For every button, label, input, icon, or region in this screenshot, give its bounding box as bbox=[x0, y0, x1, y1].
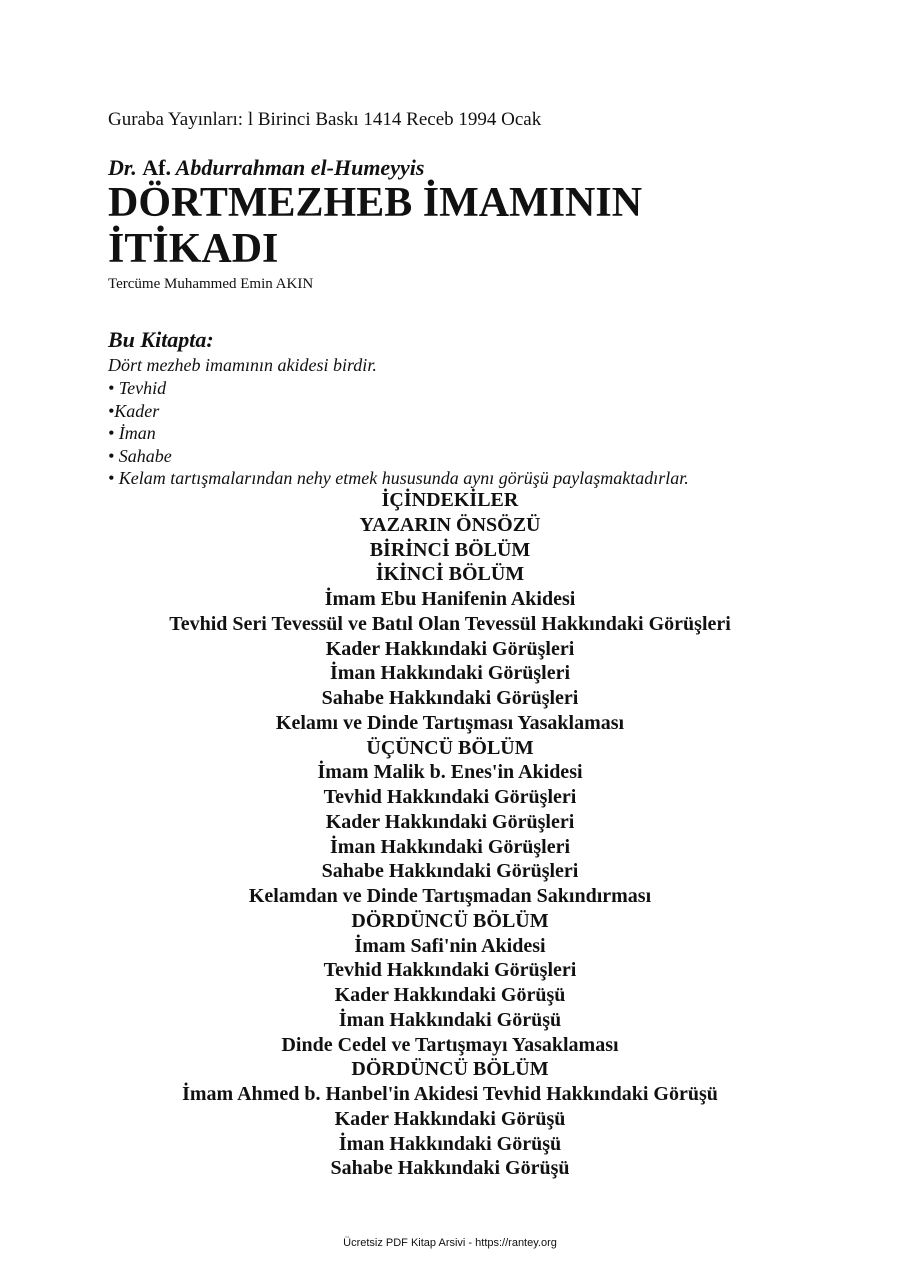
toc-item: YAZARIN ÖNSÖZÜ bbox=[359, 513, 541, 536]
intro-heading: Bu Kitapta: bbox=[108, 327, 214, 352]
toc-item: İmam Malik b. Enes'in Akidesi bbox=[317, 761, 583, 784]
toc-heading: İÇİNDEKİLER bbox=[381, 489, 519, 511]
toc-item: Kader Hakkındaki Görüşleri bbox=[325, 810, 575, 833]
toc-item: İKİNCİ BÖLÜM bbox=[375, 563, 525, 586]
toc-item: Kader Hakkındaki Görüşü bbox=[334, 984, 566, 1006]
book-title-line-2: İTİKADI bbox=[108, 226, 279, 272]
toc-item: Sahabe Hakkındaki Görüşleri bbox=[321, 860, 579, 883]
toc-item: İman Hakkındaki Görüşleri bbox=[329, 662, 571, 685]
toc-item: Sahabe Hakkındaki Görüşleri bbox=[321, 687, 579, 709]
toc-item: DÖRDÜNCÜ BÖLÜM bbox=[351, 909, 549, 932]
intro-bullet-item: • İman bbox=[108, 423, 156, 443]
toc-item: DÖRDÜNCÜ BÖLÜM bbox=[351, 1058, 549, 1081]
intro-section bbox=[108, 326, 689, 490]
author-middle: Af. bbox=[142, 155, 171, 180]
toc-item: İman Hakkındaki Görüşü bbox=[338, 1132, 562, 1155]
toc-item: BİRİNCİ BÖLÜM bbox=[369, 538, 531, 561]
toc-item: İman Hakkındaki Görüşleri bbox=[329, 835, 571, 858]
toc-item: İmam Safi'nin Akidesi bbox=[354, 934, 546, 957]
toc-item: İmam Ahmed b. Hanbel'in Akidesi Tevhid Hakkındaki Görüşü bbox=[182, 1083, 718, 1105]
toc-item: Tevhid Seri Tevessül ve Batıl Olan Tevessül Hakkındaki Görüşleri bbox=[169, 612, 731, 635]
intro-bullet-list bbox=[108, 377, 689, 490]
author-prefix: Dr. bbox=[108, 155, 137, 180]
intro-text: Dört mezheb imamının akidesi birdir. bbox=[108, 355, 377, 375]
toc-item: Kader Hakkındaki Görüşleri bbox=[325, 637, 575, 660]
toc-item: İman Hakkındaki Görüşü bbox=[338, 1008, 562, 1031]
toc-item: Kelamı ve Dinde Tartışması Yasaklaması bbox=[275, 711, 625, 734]
table-of-contents bbox=[0, 488, 900, 1181]
toc-item: Kelamdan ve Dinde Tartışmadan Sakındırması bbox=[248, 885, 652, 907]
author-line bbox=[108, 154, 424, 182]
intro-bullet-item: • Tevhid bbox=[108, 378, 167, 398]
publisher-line: Guraba Yayınları: l Birinci Baskı 1414 Receb 1994 Ocak bbox=[108, 109, 542, 130]
toc-item: Sahabe Hakkındaki Görüşü bbox=[330, 1157, 570, 1180]
author-name: Abdurrahman el-Humeyyis bbox=[175, 155, 425, 180]
intro-bullet-item: • Kelam tartışmalarından nehy etmek hususunda aynı görüşü paylaşmaktadırlar. bbox=[108, 468, 689, 488]
toc-item: Kader Hakkındaki Görüşü bbox=[334, 1107, 566, 1130]
page-footer: Ücretsiz PDF Kitap Arsivi - https://rantey.org bbox=[343, 1237, 557, 1249]
toc-item: İmam Ebu Hanifenin Akidesi bbox=[324, 588, 576, 610]
intro-bullet-item: •Kader bbox=[108, 400, 160, 421]
intro-bullet-item: • Sahabe bbox=[108, 445, 172, 466]
toc-item: Tevhid Hakkındaki Görüşleri bbox=[323, 959, 577, 982]
translator-line: Tercüme Muhammed Emin AKIN bbox=[108, 276, 314, 292]
toc-item: ÜÇÜNCÜ BÖLÜM bbox=[366, 736, 534, 759]
book-title-line-1: DÖRTMEZHEB İMAMININ bbox=[108, 180, 643, 226]
book-title bbox=[108, 180, 642, 272]
toc-item: Dinde Cedel ve Tartışmayı Yasaklaması bbox=[281, 1033, 619, 1056]
toc-item: Tevhid Hakkındaki Görüşleri bbox=[323, 786, 577, 808]
